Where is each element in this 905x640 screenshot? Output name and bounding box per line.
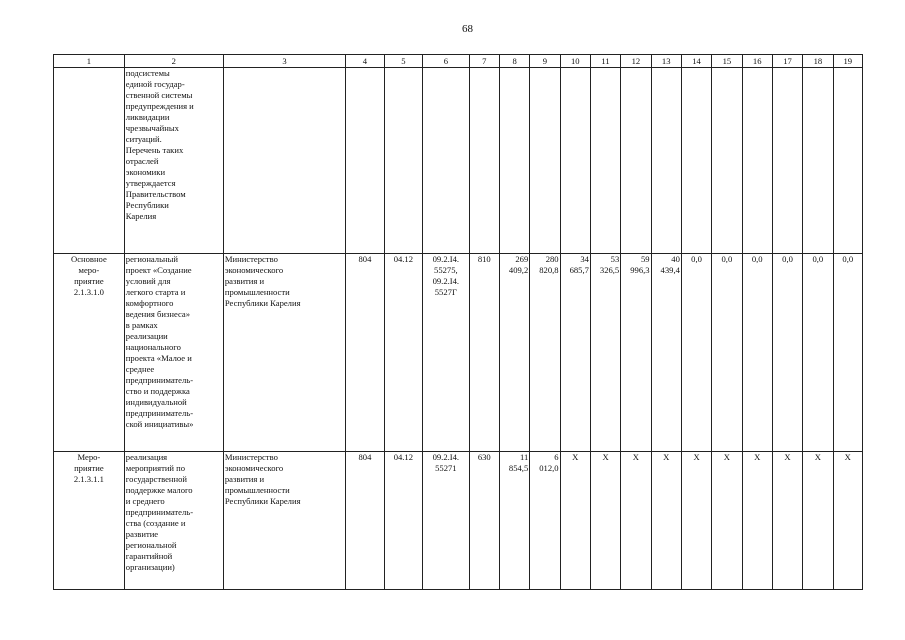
table-row [54, 452, 863, 590]
cell-col15: 0,0 [712, 254, 742, 452]
header-cell: 13 [651, 55, 681, 68]
cell-col16 [742, 68, 772, 254]
cell-col14: 0,0 [681, 254, 711, 452]
cell-col17: 0,0 [772, 254, 802, 452]
cell-col12: Х [621, 452, 651, 590]
budget-table [53, 54, 863, 590]
cell-col7 [469, 68, 499, 254]
cell-col8 [499, 68, 529, 254]
header-cell: 6 [423, 55, 470, 68]
cell-col17: Х [772, 452, 802, 590]
executor-cell: Министерство экономического развития и промышленности Республики Карелия [223, 254, 345, 452]
executor-cell: Министерство экономического развития и промышленности Республики Карелия [223, 452, 345, 590]
cell-col7: 630 [469, 452, 499, 590]
header-cell: 8 [499, 55, 529, 68]
header-cell: 14 [681, 55, 711, 68]
table-row [54, 68, 863, 254]
header-cell: 7 [469, 55, 499, 68]
executor-cell [223, 68, 345, 254]
cell-col14: Х [681, 452, 711, 590]
header-cell: 1 [54, 55, 125, 68]
cell-col5: 04.12 [384, 254, 422, 452]
page-number: 68 [462, 23, 473, 35]
cell-col7: 810 [469, 254, 499, 452]
cell-col9 [530, 68, 560, 254]
cell-col8: 269 409,2 [499, 254, 529, 452]
cell-col10: 34 685,7 [560, 254, 590, 452]
cell-col18: 0,0 [803, 254, 833, 452]
header-cell: 18 [803, 55, 833, 68]
cell-col5: 04.12 [384, 452, 422, 590]
header-cell: 11 [590, 55, 620, 68]
row-id-cell: Основное меро- приятие 2.1.3.1.0 [54, 254, 125, 452]
cell-col15: Х [712, 452, 742, 590]
cell-col11 [590, 68, 620, 254]
cell-col15 [712, 68, 742, 254]
header-cell: 3 [223, 55, 345, 68]
description-cell: реализация мероприятий по государственной поддержке малого и среднего предприниматель- ства (создание и развитие региональной гарантийной организации) [124, 452, 223, 590]
cell-col16: 0,0 [742, 254, 772, 452]
header-cell: 16 [742, 55, 772, 68]
cell-col10 [560, 68, 590, 254]
cell-col18 [803, 68, 833, 254]
description-cell: подсистемы единой государ- ственной системы предупреждения и ликвидации чрезвычайных ситуаций. Перечень таких отраслей экономики утверждается Правительством Республики Карелия [124, 68, 223, 254]
cell-col11: Х [590, 452, 620, 590]
header-row [54, 55, 863, 68]
cell-col6: 09.2.I4. 55271 [423, 452, 470, 590]
cell-col13: Х [651, 452, 681, 590]
cell-col18: Х [803, 452, 833, 590]
header-cell: 9 [530, 55, 560, 68]
cell-col10: Х [560, 452, 590, 590]
cell-col6 [423, 68, 470, 254]
cell-col19: Х [833, 452, 862, 590]
cell-col13: 40 439,4 [651, 254, 681, 452]
cell-col11: 53 326,5 [590, 254, 620, 452]
cell-col8: 11 854,5 [499, 452, 529, 590]
cell-col16: Х [742, 452, 772, 590]
header-cell: 10 [560, 55, 590, 68]
description-cell: региональный проект «Создание условий для легкого старта и комфортного ведения бизнеса» в рамках реализации национального проекта «Малое и среднее предприниматель- ство и поддержка индивидуальной предприниматель- ской инициативы» [124, 254, 223, 452]
header-cell: 19 [833, 55, 862, 68]
cell-col9: 280 820,8 [530, 254, 560, 452]
header-cell: 5 [384, 55, 422, 68]
cell-col19 [833, 68, 862, 254]
cell-col12: 59 996,3 [621, 254, 651, 452]
cell-col4: 804 [346, 254, 384, 452]
cell-col4: 804 [346, 452, 384, 590]
cell-col13 [651, 68, 681, 254]
cell-col6: 09.2.I4. 55275, 09.2.I4. 5527Г [423, 254, 470, 452]
header-cell: 2 [124, 55, 223, 68]
cell-col9: 6 012,0 [530, 452, 560, 590]
header-cell: 12 [621, 55, 651, 68]
cell-col12 [621, 68, 651, 254]
header-cell: 17 [772, 55, 802, 68]
cell-col5 [384, 68, 422, 254]
row-id-cell: Меро- приятие 2.1.3.1.1 [54, 452, 125, 590]
table-row [54, 254, 863, 452]
header-cell: 4 [346, 55, 384, 68]
row-id-cell [54, 68, 125, 254]
cell-col19: 0,0 [833, 254, 862, 452]
cell-col4 [346, 68, 384, 254]
cell-col14 [681, 68, 711, 254]
cell-col17 [772, 68, 802, 254]
header-cell: 15 [712, 55, 742, 68]
